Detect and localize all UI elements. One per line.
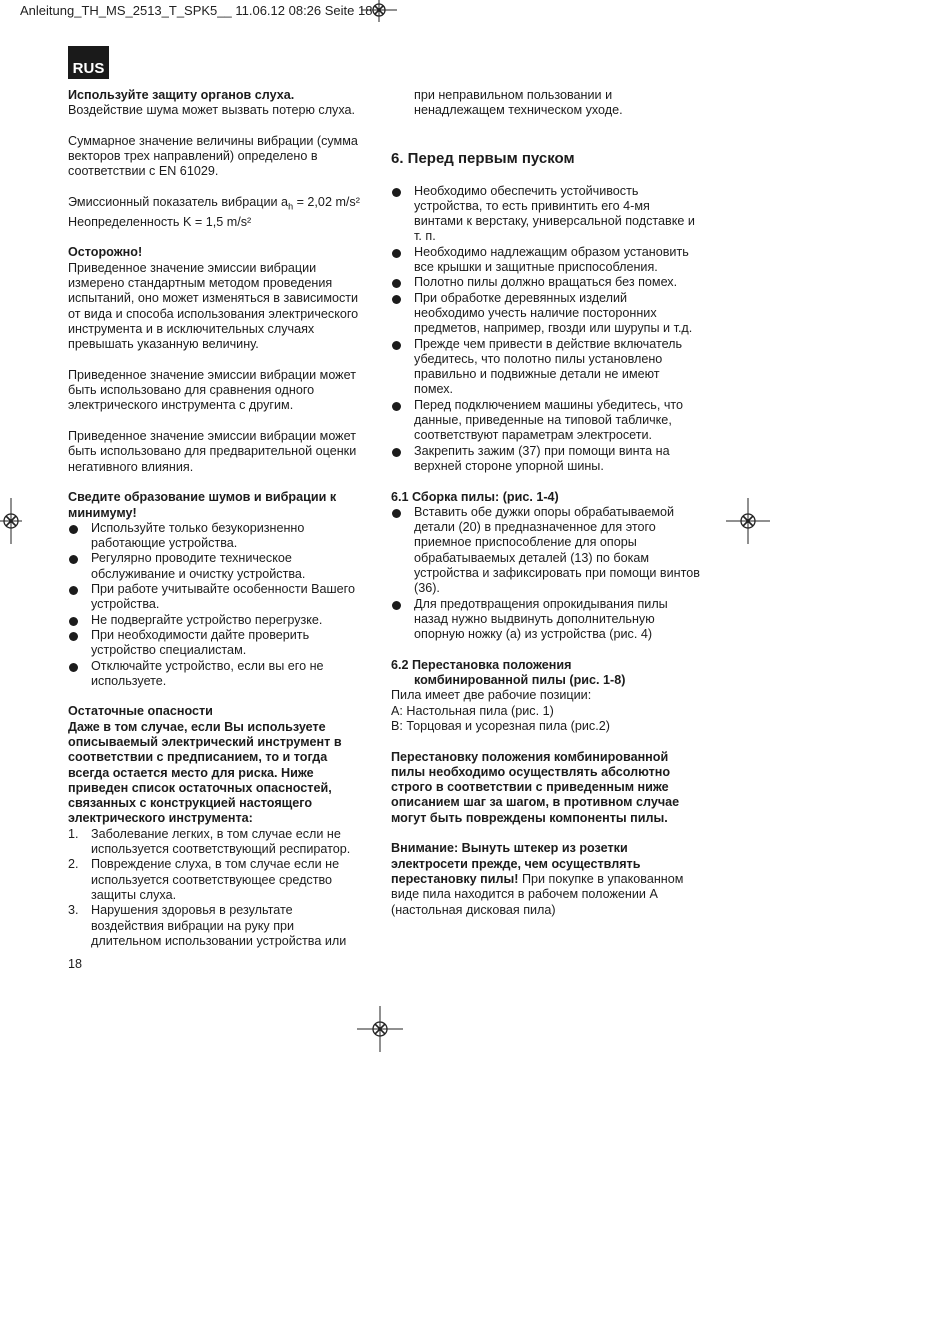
registration-mark-icon (357, 1006, 403, 1052)
list-item: 2. Повреждение слуха, в том случае если не используется соответствующее средство защиты слуха. (68, 857, 340, 902)
list-item: Необходимо обеспечить устойчивость устройства, то есть привинтить его 4-мя винтами к верстаку, универсальной подставке и т. п. (391, 184, 701, 245)
section-62-title-line1: 6.2 Перестановка положения (391, 657, 572, 672)
section-6-list (391, 184, 701, 475)
position-a: A: Настольная пила (рис. 1) (391, 703, 554, 718)
list-item: Отключайте устройство, если вы его не используете. (68, 659, 368, 690)
section-62-title-line2: комбинированной пилы (рис. 1-8) (414, 673, 626, 688)
residual-intro: Даже в том случае, если Вы используете описываемый электрический инструмент в соответствии с предписанием, то и тогда всегда остается место для риска. Ниже приведен список остаточных опасностей, связанных с конструкцией настоящего электрического инструмента: (68, 719, 342, 826)
list-item: Закрепить зажим (37) при помощи винта на верхней стороне упорной шины. (391, 444, 701, 475)
registration-mark-icon (726, 498, 770, 544)
list-item: Используйте только безукоризненно работающие устройства. (68, 521, 368, 552)
print-header: Anleitung_TH_MS_2513_T_SPK5__ 11.06.12 08:26 Seite 18 (20, 3, 373, 18)
positions-intro: Пила имеет две рабочие позиции: (391, 688, 592, 703)
right-column (391, 88, 701, 918)
caution-title: Осторожно! (68, 245, 143, 260)
residual-continue: при неправильном пользовании и ненадлежащем техническом уходе. (414, 88, 623, 118)
list-item: Не подвергайте устройство перегрузке. (68, 613, 368, 628)
section-61-list (391, 505, 701, 643)
uncertainty-text: Неопределенность K = 1,5 m/s² (68, 214, 252, 229)
noise-title: Используйте защиту органов слуха. (68, 88, 295, 102)
list-item: Прежде чем привести в действие включатель убедитесь, что полотно пилы установлено правильно и подвижные детали не имеют помех. (391, 337, 701, 398)
vibration-sum-text: Суммарное значение величины вибрации (сумма векторов трех направлений) определено в соответствии с EN 61029. (68, 133, 358, 179)
residual-title: Остаточные опасности (68, 704, 213, 719)
list-item: 3. Нарушения здоровья в результате воздействия вибрации на руку при длительном использовании устройства или (68, 903, 347, 948)
list-item: Необходимо надлежащим образом установить все крышки и защитные приспособления. (391, 245, 701, 276)
list-item: 1. Заболевание легких, в том случае если не используется соответствующий респиратор. (68, 826, 351, 857)
reduce-title: Сведите образование шумов и вибрации к минимуму! (68, 490, 337, 520)
list-item: Перед подключением машины убедитесь, что данные, приведенные на типовой табличке, соответствуют параметрам электросети. (391, 398, 701, 444)
caution-text: Приведенное значение эмиссии вибрации измерено стандартным методом проведения испытаний, оно может изменяться в зависимости от вида и способа использования электрического инструмента и в исключительных случаях превышать указанную величину. (68, 260, 359, 352)
language-badge: RUS (68, 46, 109, 79)
noise-text: Воздействие шума может вызвать потерю слуха. (68, 103, 356, 118)
reposition-warning: Перестановку положения комбинированной пилы необходимо осуществлять абсолютно строго в соответствии с приведенным ниже описанием шаг за шагом, в противном случае могут быть повреждены компоненты пилы. (391, 749, 680, 825)
list-item: Для предотвращения опрокидывания пилы назад нужно выдвинуть дополнительную опорную ножку (а) из устройства (рис. 4) (391, 597, 701, 643)
attention-paragraph: Внимание: Вынуть штекер из розетки электросети прежде, чем осуществлять перестановку пилы! При покупке в упакованном виде пила находится в рабочем положении A (настольная дисковая пила) (391, 841, 684, 917)
emission-text: Эмиссионный показатель вибрации $a_h = 2,02$ m/s² (68, 195, 360, 212)
list-item: Полотно пилы должно вращаться без помех. (391, 275, 701, 290)
registration-mark-icon (0, 498, 22, 544)
section-6-title: 6. Перед первым пуском (391, 149, 575, 167)
list-item: При обработке деревянных изделий необходимо учесть наличие посторонних предметов, например, гвозди или шурупы и т.д. (391, 291, 701, 337)
reduce-list (68, 521, 368, 689)
list-item: Регулярно проводите техническое обслуживание и очистку устройства. (68, 551, 368, 582)
left-column (68, 88, 368, 949)
position-b: B: Торцовая и усорезная пила (рис.2) (391, 718, 610, 733)
prelim-text: Приведенное значение эмиссии вибрации может быть использовано для предварительной оценки негативного влияния. (68, 429, 357, 474)
list-item: Вставить обе дужки опоры обрабатываемой детали (20) в предназначенное для этого приемное приспособление для опоры обрабатываемых деталей (13) по бокам устройства и зафиксировать при помощи винтов (36). (391, 505, 701, 597)
page-number: 18 (68, 957, 83, 971)
list-item: При работе учитывайте особенности Вашего устройства. (68, 582, 368, 613)
compare-text: Приведенное значение эмиссии вибрации может быть использовано для сравнения одного электрического инструмента с другим. (68, 367, 356, 413)
list-item: При необходимости дайте проверить устройство специалистам. (68, 628, 368, 659)
registration-mark-icon (361, 0, 397, 22)
section-61-title: 6.1 Сборка пилы: (рис. 1-4) (391, 489, 559, 504)
residual-list (68, 827, 368, 949)
